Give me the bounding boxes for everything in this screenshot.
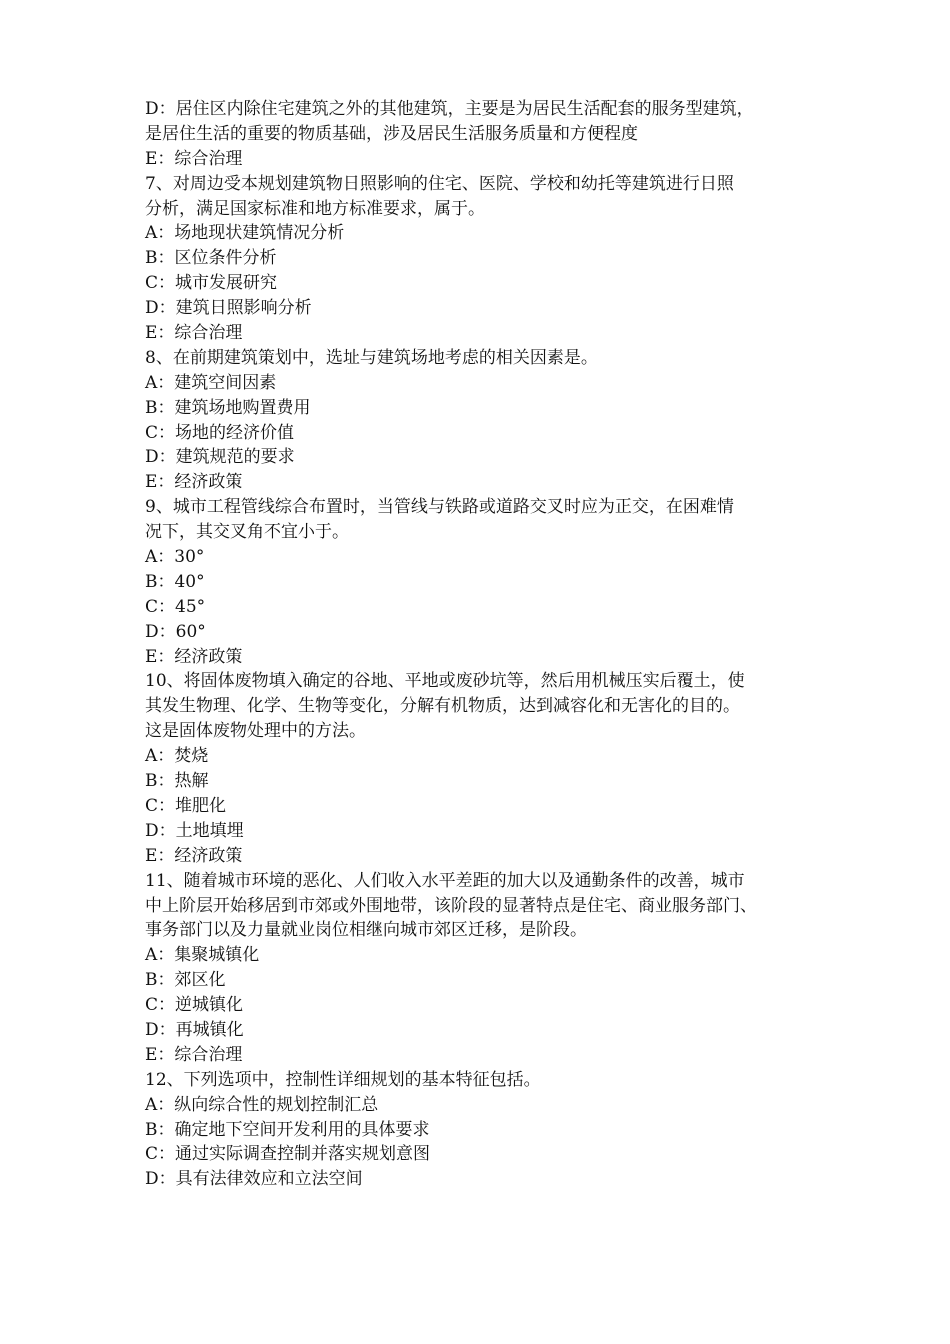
question-9: 9、城市工程管线综合布置时，当管线与铁路或道路交叉时应为正交，在困难情 [145,497,734,518]
text-line: 事务部门以及力量就业岗位相继向城市郊区迁移，是阶段。 [145,920,587,941]
option-a: A：场地现状建筑情况分析 [145,223,345,244]
option-e: E：经济政策 [145,845,243,866]
option-d: D：具有法律效应和立法空间 [145,1169,363,1190]
option-a: A：30° [145,547,205,568]
question-10: 10、将固体废物填入确定的谷地、平地或废砂坑等，然后用机械压实后覆土，使 [145,671,745,692]
option-d: D：土地填埋 [145,820,244,841]
option-e: E：综合治理 [145,323,243,344]
text-line: 是居住生活的重要的物质基础，涉及居民生活服务质量和方便程度 [145,123,638,144]
question-11: 11、随着城市环境的恶化、人们收入水平差距的加大以及通勤条件的改善，城市 [145,870,745,891]
question-8: 8、在前期建筑策划中，选址与建筑场地考虑的相关因素是。 [145,347,598,368]
option-b: B：区位条件分析 [145,248,277,269]
document-body [145,97,825,1192]
text-line: D：居住区内除住宅建筑之外的其他建筑，主要是为居民生活配套的服务型建筑， [145,99,754,119]
option-b: B：建筑场地购置费用 [145,397,311,418]
text-line: 分析，满足国家标准和地方标准要求，属于。 [145,198,485,219]
option-d: D：建筑日照影响分析 [145,298,312,319]
option-b: B：热解 [145,771,209,792]
option-d: D：再城镇化 [145,1019,244,1040]
option-d: D：建筑规范的要求 [145,447,295,468]
question-7: 7、对周边受本规划建筑物日照影响的住宅、医院、学校和幼托等建筑进行日照 [145,173,734,194]
text-line: 这是固体废物处理中的方法。 [145,721,366,742]
option-b: B：郊区化 [145,970,226,991]
text-line: 其发生物理、化学、生物等变化，分解有机物质，达到减容化和无害化的目的。 [145,696,740,717]
text-line: 中上阶层开始移居到市郊或外围地带，该阶段的显著特点是住宅、商业服务部门、 [145,895,757,916]
question-12: 12、下列选项中，控制性详细规划的基本特征包括。 [145,1069,541,1090]
option-a: A：集聚城镇化 [145,945,260,966]
text-line: 况下，其交叉角不宜小于。 [145,522,349,543]
option-e: E：经济政策 [145,646,243,667]
option-e: E：综合治理 [145,1044,243,1065]
option-b: B：40° [145,571,205,592]
option-c: C：通过实际调查控制并落实规划意图 [145,1144,431,1165]
option-a: A：建筑空间因素 [145,372,277,393]
option-c: C：45° [145,596,206,617]
option-d: D：60° [145,621,206,642]
option-e: E：经济政策 [145,472,243,493]
option-c: C：堆肥化 [145,795,227,816]
text-line: E：综合治理 [145,148,243,169]
option-a: A：纵向综合性的规划控制汇总 [145,1094,379,1115]
option-b: B：确定地下空间开发利用的具体要求 [145,1119,430,1140]
option-a: A：焚烧 [145,746,209,767]
option-c: C：逆城镇化 [145,995,244,1016]
option-c: C：场地的经济价值 [145,422,295,443]
option-c: C：城市发展研究 [145,273,278,294]
